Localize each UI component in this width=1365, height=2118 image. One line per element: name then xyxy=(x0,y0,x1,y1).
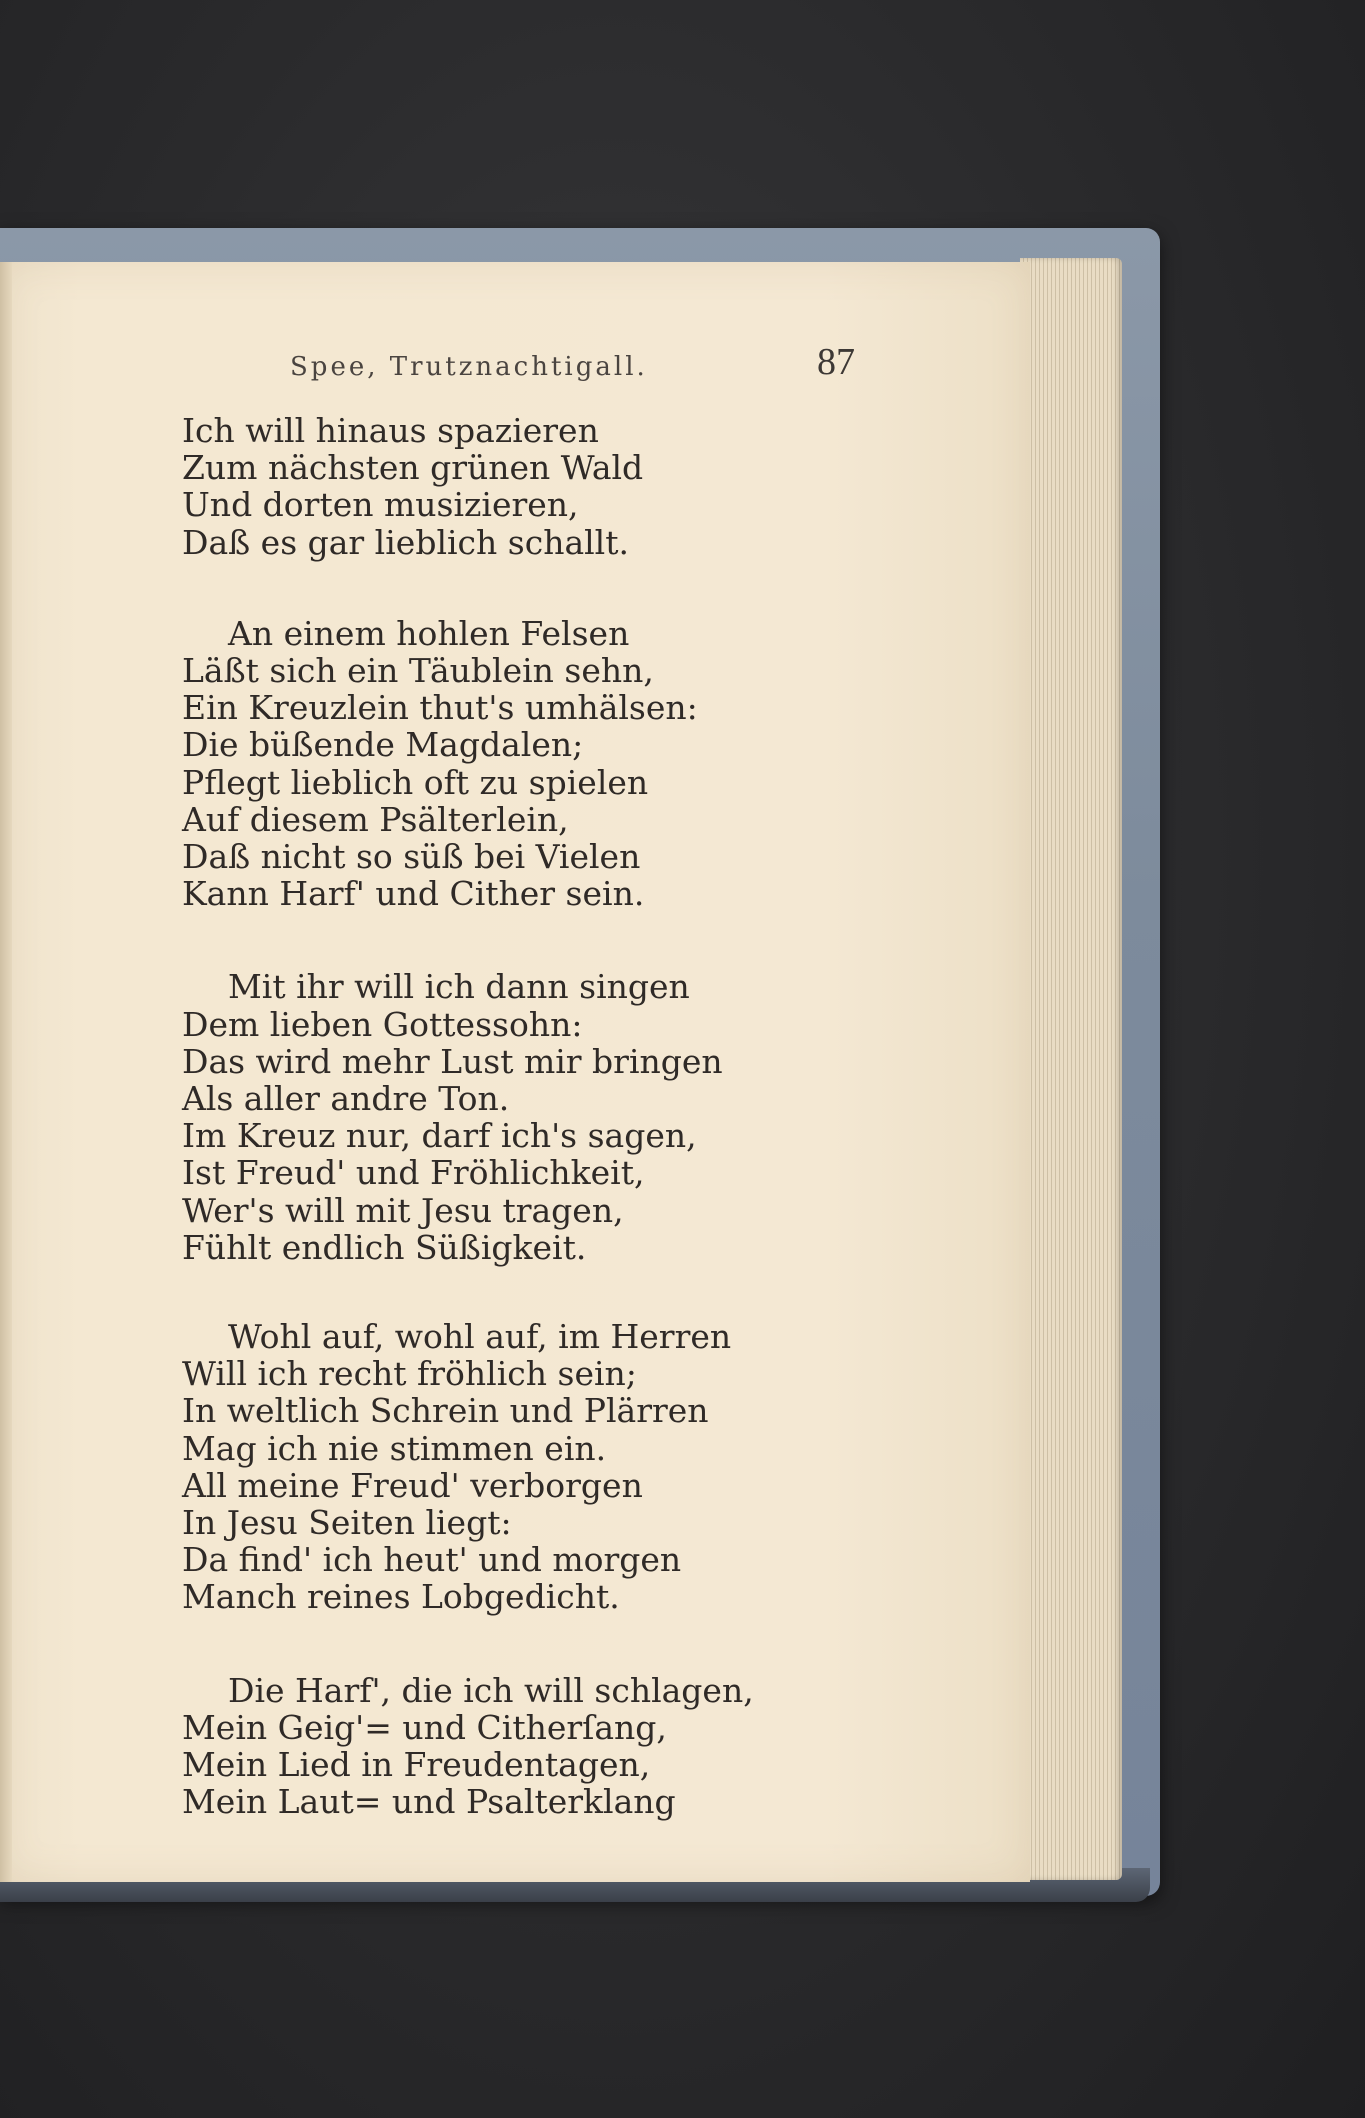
poem-line: All meine Freud' verborgen xyxy=(182,1465,643,1505)
poem-line: Ich will hinaus spazieren xyxy=(182,411,599,450)
page-header xyxy=(0,340,1030,400)
poem-line: Ein Kreuzlein thut's umhälsen: xyxy=(182,688,698,728)
poem-line: Ist Freud' und Fröhlichkeit, xyxy=(182,1153,645,1193)
poem-line: Mag ich nie stimmen ein. xyxy=(182,1428,607,1468)
poem-text xyxy=(182,412,942,1875)
poem-line: Als aller andre Ton. xyxy=(182,1079,510,1119)
poem-line: Mein Geig'= und Citherſang, xyxy=(182,1707,667,1747)
poem-line: Die Harf', die ich will schlagen, xyxy=(228,1670,754,1710)
page-gutter xyxy=(0,262,12,1882)
stanza xyxy=(182,412,942,561)
stanza xyxy=(182,1318,942,1616)
poem-line: Auf diesem Psälterlein, xyxy=(182,799,569,839)
poem-line: Daß nicht so süß bei Vielen xyxy=(182,837,641,877)
poem-line: Mein Lied in Freudentagen, xyxy=(182,1745,651,1785)
poem-line: Fühlt endlich Süßigkeit. xyxy=(182,1227,587,1267)
page-block-edges xyxy=(1020,258,1122,1880)
stanza xyxy=(182,615,942,913)
poem-line: Zum nächsten grünen Wald xyxy=(182,448,644,488)
poem-line: Manch reines Lobgedicht. xyxy=(182,1577,620,1617)
poem-line: Das wird mehr Lust mir bringen xyxy=(182,1041,723,1081)
poem-line: Will ich recht fröhlich sein; xyxy=(182,1354,637,1394)
poem-line: Mein Laut= und Psalterklang xyxy=(182,1782,676,1822)
poem-line: In weltlich Schrein und Plärren xyxy=(182,1391,709,1431)
running-head: Spee, Trutznachtigall. xyxy=(290,352,648,382)
poem-line: Dem lieben Gottessohn: xyxy=(182,1004,583,1044)
poem-line: In Jesu Seiten liegt: xyxy=(182,1503,512,1543)
poem-line: Läßt sich ein Täublein sehn, xyxy=(182,651,654,691)
poem-line: Pflegt lieblich oft zu spielen xyxy=(182,762,649,802)
poem-line: Wer's will mit Jesu tragen, xyxy=(182,1190,624,1230)
page-number: 87 xyxy=(817,341,855,383)
poem-line: Kann Harf' und Cither sein. xyxy=(182,874,645,914)
poem-line: Wohl auf, wohl auf, im Herren xyxy=(228,1317,732,1357)
stanza xyxy=(182,968,942,1266)
poem-line: Daß es gar lieblich schallt. xyxy=(182,522,629,562)
poem-line: An einem hohlen Felsen xyxy=(228,613,630,653)
poem-line: Im Kreuz nur, darf ich's sagen, xyxy=(182,1116,697,1156)
poem-line: Und dorten musizieren, xyxy=(182,485,579,525)
poem-line: Die büßende Magdalen; xyxy=(182,725,584,765)
stanza xyxy=(182,1672,942,1821)
poem-line: Mit ihr will ich dann singen xyxy=(228,967,690,1007)
poem-line: Da find' ich heut' und morgen xyxy=(182,1540,682,1580)
